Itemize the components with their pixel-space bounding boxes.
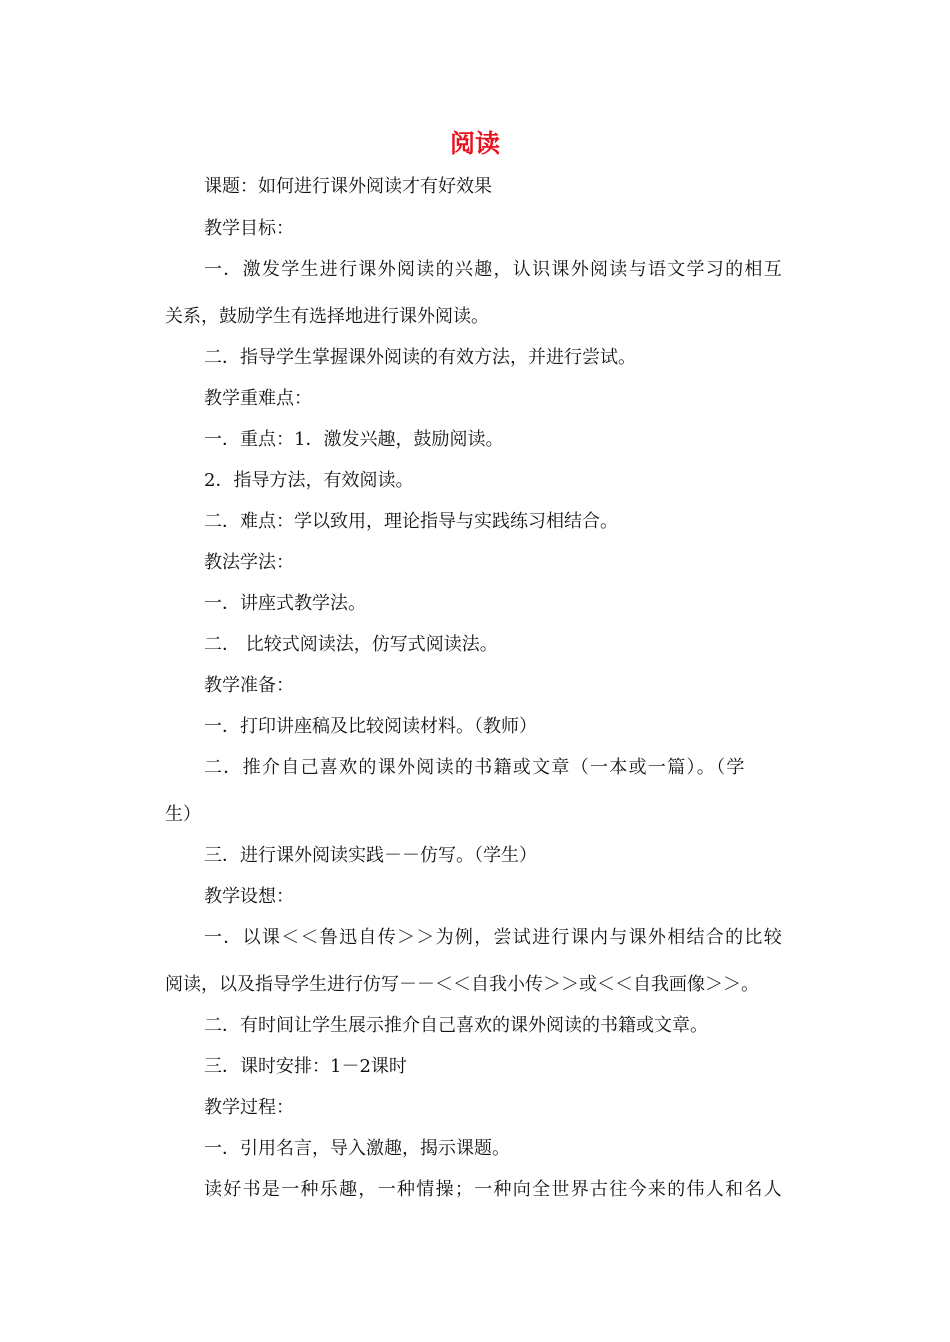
design-1-line-2: 阅读，以及指导学生进行仿写－－＜＜自我小传＞＞或＜＜自我画像＞＞。 <box>165 974 759 995</box>
lesson-topic: 课题：如何进行课外阅读才有好效果 <box>204 176 492 197</box>
design-1-line-1: 一．以课＜＜鲁迅自传＞＞为例，尝试进行课内与课外相结合的比较 <box>204 927 783 948</box>
section-heading-design: 教学设想： <box>204 886 294 907</box>
objective-1-line-2: 关系，鼓励学生有选择地进行课外阅读。 <box>165 306 489 327</box>
process-step-1: 一．引用名言，导入激趣，揭示课题。 <box>204 1138 510 1159</box>
preparation-1: 一．打印讲座稿及比较阅读材料。（教师） <box>204 716 537 737</box>
design-3: 三．课时安排：1－2课时 <box>204 1056 407 1077</box>
key-point-2: 2．指导方法，有效阅读。 <box>204 470 414 491</box>
key-point-1: 一．重点：1．激发兴趣，鼓励阅读。 <box>204 429 504 450</box>
section-heading-preparation: 教学准备： <box>204 675 294 696</box>
objective-1-line-1: 一．激发学生进行课外阅读的兴趣，认识课外阅读与语文学习的相互 <box>204 259 783 280</box>
section-heading-process: 教学过程： <box>204 1097 294 1118</box>
section-heading-key-points: 教学重难点： <box>204 388 312 409</box>
document-title: 阅读 <box>449 129 500 158</box>
section-heading-objectives: 教学目标： <box>204 218 294 239</box>
objective-2: 二．指导学生掌握课外阅读的有效方法，并进行尝试。 <box>204 347 636 368</box>
preparation-2-line-2: 生） <box>165 804 201 825</box>
method-1: 一．讲座式教学法。 <box>204 593 366 614</box>
difficult-point: 二．难点：学以致用，理论指导与实践练习相结合。 <box>204 511 618 532</box>
design-2: 二．有时间让学生展示推介自己喜欢的课外阅读的书籍或文章。 <box>204 1015 708 1036</box>
preparation-3: 三．进行课外阅读实践－－仿写。（学生） <box>204 845 537 866</box>
method-2: 二． 比较式阅读法，仿写式阅读法。 <box>204 634 498 655</box>
process-paragraph: 读好书是一种乐趣，一种情操；一种向全世界古往今来的伟人和名人 <box>204 1179 783 1200</box>
section-heading-methods: 教法学法： <box>204 552 294 573</box>
preparation-2-line-1: 二．推介自己喜欢的课外阅读的书籍或文章（一本或一篇）。（学 <box>204 757 746 778</box>
